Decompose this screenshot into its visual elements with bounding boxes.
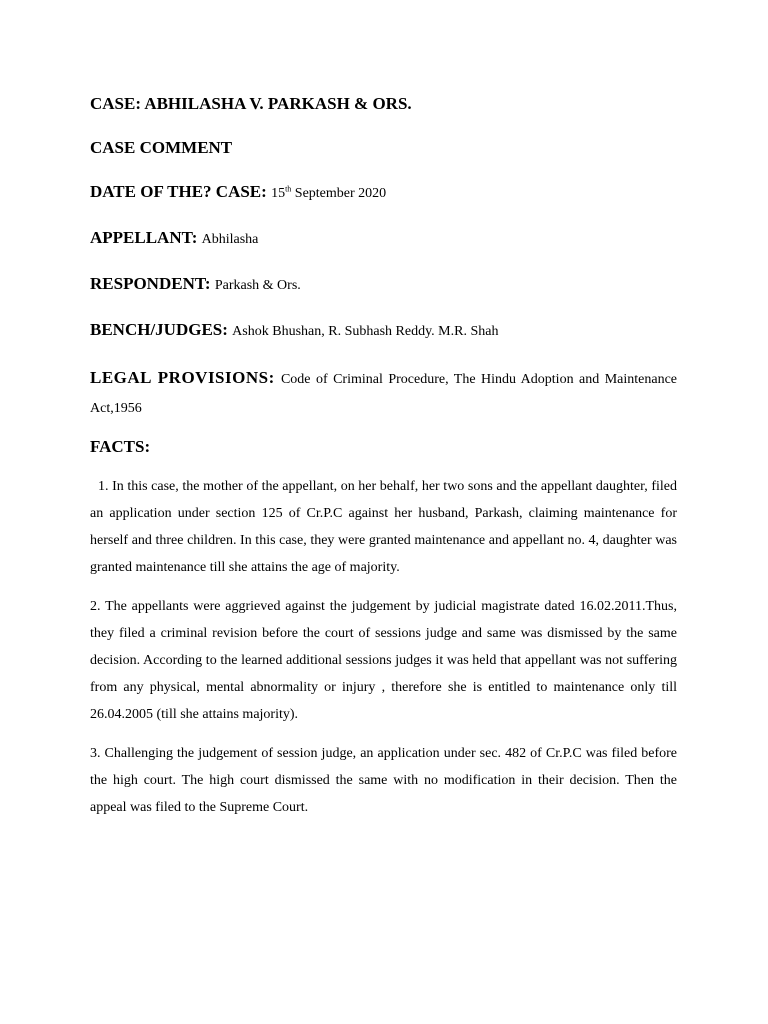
bench-value: Ashok Bhushan, R. Subhash Reddy. M.R. Shah — [232, 324, 499, 339]
facts-paragraph: 2. The appellants were aggrieved against the judgement by judicial magistrate dated 16.02.2011.Thus, they filed a criminal revision before the court of sessions judge and same was dismissed by the same decision. According to the learned additional sessions judges it was held that appellant was not suffering from any physical, mental abnormality or injury , therefore she is entitled to maintenance only till 26.04.2005 (till she attains majority). — [90, 599, 677, 722]
respondent-field — [90, 272, 677, 298]
case-date-field — [90, 180, 677, 206]
legal-provisions-field — [90, 364, 677, 422]
facts-heading: FACTS: — [90, 437, 151, 456]
document-type-heading: CASE COMMENT — [90, 138, 233, 157]
appellant-field — [90, 226, 677, 252]
respondent-label: RESPONDENT: — [90, 274, 211, 293]
case-date-rest: September 2020 — [291, 186, 387, 201]
document-body — [90, 92, 677, 821]
facts-paragraph: 1. In this case, the mother of the appellant, on her behalf, her two sons and the appellant daughter, filed an application under section 125 of Cr.P.C against her husband, Parkash, claiming maintenance for herself and three children. In this case, they were granted maintenance and appellant no. 4, daughter was granted maintenance till she attains the age of majority. — [90, 479, 677, 575]
appellant-value: Abhilasha — [201, 232, 259, 247]
bench-field — [90, 318, 677, 344]
case-title: CASE: ABHILASHA V. PARKASH & ORS. — [90, 94, 412, 113]
bench-label: BENCH/JUDGES: — [90, 320, 228, 339]
legal-provisions-value: Code of Criminal Procedure, The Hindu Adoption and Maintenance Act,1956 — [90, 372, 677, 416]
appellant-label: APPELLANT: — [90, 228, 198, 247]
legal-provisions-label: LEGAL PROVISIONS: — [90, 368, 275, 387]
respondent-value: Parkash & Ors. — [214, 278, 301, 293]
case-date-value — [271, 186, 386, 201]
facts-paragraph: 3. Challenging the judgement of session judge, an application under sec. 482 of Cr.P.C was filed before the high court. The high court dismissed the same with no modification in their decision. Then the appeal was filed to the Supreme Court. — [90, 746, 677, 815]
case-date-day: 15 — [271, 186, 286, 201]
case-date-label: DATE OF THE? CASE: — [90, 182, 267, 201]
case-date-day-suffix: th — [285, 184, 292, 194]
